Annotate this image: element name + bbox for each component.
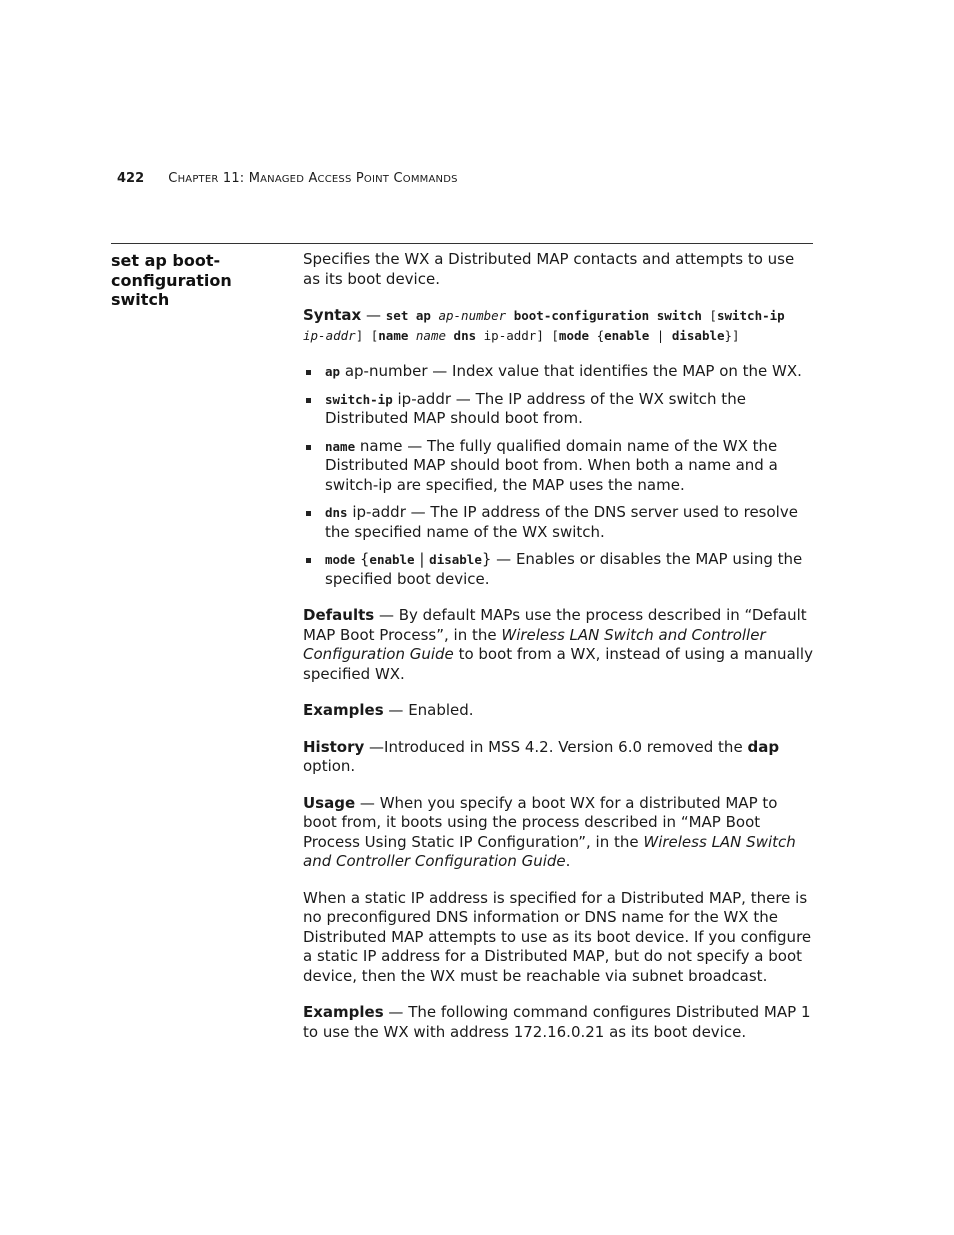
running-header <box>117 171 458 186</box>
list-item: mode {enable | disable} — Enables or disables the MAP using the specified boot device. <box>303 550 814 589</box>
list-item: name name — The fully qualified domain name of the WX the Distributed MAP should boot from. When both a name and a switch-ip are specified, the MAP uses the name. <box>303 437 814 496</box>
parameter-list <box>303 362 814 589</box>
chapter-title: CHAPTER 11: MANAGED ACCESS POINT COMMANDS <box>168 171 458 186</box>
syntax-block: Syntax — set ap ap-number boot-configuration switch [switch-ip ip-addr] [name name dns ip-addr] [mode {enable | disable}] <box>303 306 785 343</box>
examples-paragraph-2: Examples — The following command configures Distributed MAP 1 to use the WX with address 172.16.0.21 as its boot device. <box>303 1003 811 1041</box>
intro-paragraph: Specifies the WX a Distributed MAP contacts and attempts to use as its boot device. <box>303 250 795 288</box>
list-item: switch-ip ip-addr — The IP address of the WX switch the Distributed MAP should boot from. <box>303 390 814 429</box>
command-title: set ap boot-configuration switch <box>111 251 232 309</box>
section-divider <box>111 243 813 244</box>
history-paragraph: History —Introduced in MSS 4.2. Version 6.0 removed the dap option. <box>303 737 780 775</box>
static-ip-paragraph: When a static IP address is specified for a Distributed MAP, there is no preconfigured DNS information or DNS name for the WX the Distributed MAP attempts to use as its boot device. If you configure a static IP address for a Distributed MAP, but do not specify a boot device, then the WX must be reachable via subnet broadcast. <box>303 888 812 985</box>
examples-paragraph: Examples — Enabled. <box>303 701 474 719</box>
usage-paragraph: Usage — When you specify a boot WX for a distributed MAP to boot from, it boots using the process described in “MAP Boot Process Using Static IP Configuration”, in the Wireless LAN Switch and Controller Configuration Guide. <box>303 793 796 870</box>
list-item: ap ap-number — Index value that identifies the MAP on the WX. <box>303 362 814 382</box>
command-body <box>303 250 814 1059</box>
page-number: 422 <box>117 171 145 186</box>
list-item: dns ip-addr — The IP address of the DNS server used to resolve the specified name of the WX switch. <box>303 503 814 542</box>
defaults-paragraph: Defaults — By default MAPs use the process described in “Default MAP Boot Process”, in the Wireless LAN Switch and Controller Configuration Guide to boot from a WX, instead of using a manually specified WX. <box>303 606 813 683</box>
